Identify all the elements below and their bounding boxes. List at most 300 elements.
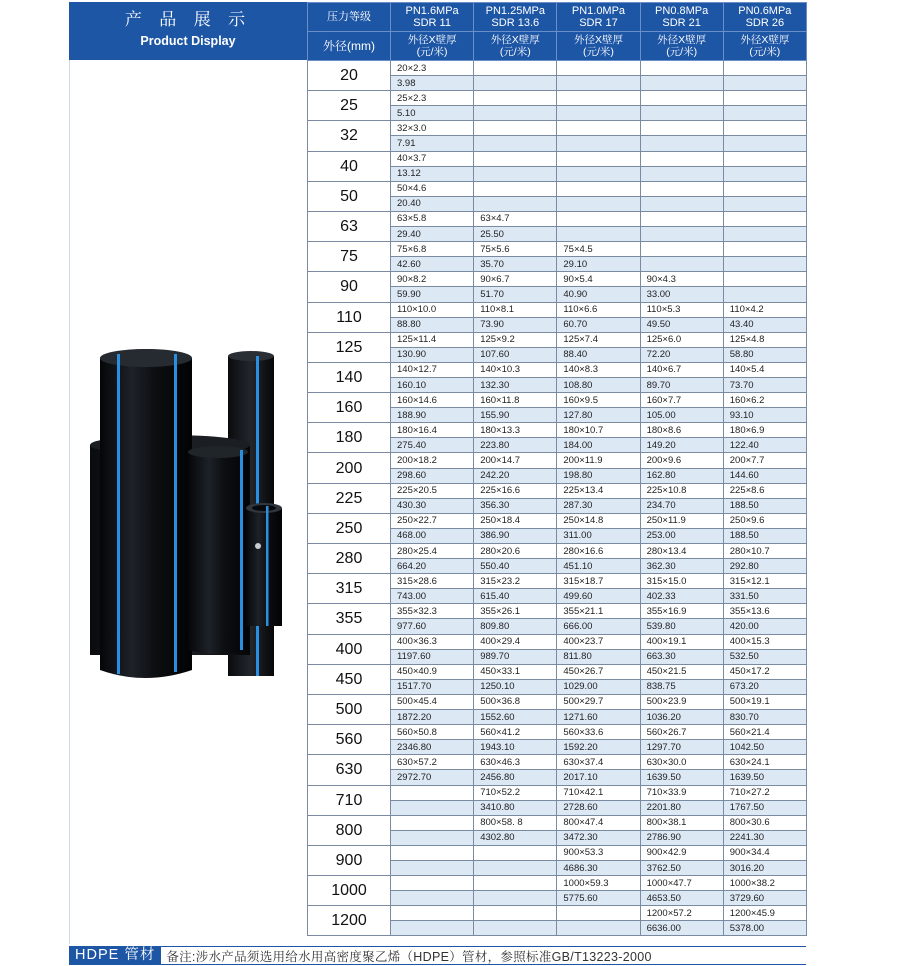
- price-cell: 88.40: [557, 347, 640, 362]
- price-cell: 2456.80: [474, 770, 557, 785]
- pipe-small: [246, 503, 282, 626]
- price-cell: 88.80: [391, 317, 474, 332]
- spec-cell: 180×16.4: [391, 423, 474, 438]
- spec-row: [308, 393, 807, 408]
- price-cell: [474, 106, 557, 121]
- price-cell: 356.30: [474, 498, 557, 513]
- spec-cell: 560×33.6: [557, 725, 640, 740]
- price-cell: 1552.60: [474, 710, 557, 725]
- price-cell: 292.80: [723, 559, 806, 574]
- spec-cell: 1000×59.3: [557, 876, 640, 891]
- price-cell: 223.80: [474, 438, 557, 453]
- spec-cell: [474, 845, 557, 860]
- price-cell: 275.40: [391, 438, 474, 453]
- price-cell: 5.10: [391, 106, 474, 121]
- spec-cell: 110×6.6: [557, 302, 640, 317]
- outer-diameter-cell: 400: [308, 634, 391, 664]
- price-cell: 499.60: [557, 589, 640, 604]
- spec-cell: 400×29.4: [474, 634, 557, 649]
- footer-note: 备注:涉水产品须选用给水用高密度聚乙烯（HDPE）管材，参照标准GB/T13223-2000: [166, 949, 652, 964]
- price-cell: [640, 227, 723, 242]
- price-cell: 1297.70: [640, 740, 723, 755]
- spec-cell: [474, 181, 557, 196]
- price-cell: [391, 800, 474, 815]
- price-cell: [474, 166, 557, 181]
- price-cell: 42.60: [391, 257, 474, 272]
- spec-cell: 225×20.5: [391, 483, 474, 498]
- spec-cell: [640, 61, 723, 76]
- spec-cell: 250×18.4: [474, 513, 557, 528]
- spec-cell: 225×16.6: [474, 483, 557, 498]
- price-cell: 1036.20: [640, 710, 723, 725]
- price-cell: 29.10: [557, 257, 640, 272]
- spec-cell: 1200×45.9: [723, 906, 806, 921]
- spec-cell: 1000×38.2: [723, 876, 806, 891]
- price-cell: 1639.50: [723, 770, 806, 785]
- outer-diameter-cell: 110: [308, 302, 391, 332]
- spec-cell: 180×8.6: [640, 423, 723, 438]
- pipe-spec-table: [307, 2, 807, 936]
- spec-cell: 280×10.7: [723, 544, 806, 559]
- price-cell: 242.20: [474, 468, 557, 483]
- price-cell: 130.90: [391, 347, 474, 362]
- price-cell: 160.10: [391, 377, 474, 392]
- price-cell: 89.70: [640, 377, 723, 392]
- spec-cell: [474, 61, 557, 76]
- diameter-label: 外径(mm): [308, 32, 391, 61]
- spec-cell: 90×8.2: [391, 272, 474, 287]
- spec-cell: 110×4.2: [723, 302, 806, 317]
- spec-cell: [723, 181, 806, 196]
- price-cell: 127.80: [557, 408, 640, 423]
- spec-cell: 180×13.3: [474, 423, 557, 438]
- spec-cell: 500×29.7: [557, 694, 640, 709]
- price-cell: 7.91: [391, 136, 474, 151]
- price-cell: [557, 106, 640, 121]
- price-cell: 2972.70: [391, 770, 474, 785]
- spec-cell: 900×53.3: [557, 845, 640, 860]
- spec-cell: [474, 906, 557, 921]
- spec-cell: 280×16.6: [557, 544, 640, 559]
- spec-row: [308, 755, 807, 770]
- hdpe-tag: HDPE 管材: [69, 946, 161, 965]
- price-cell: [474, 860, 557, 875]
- price-cell: [640, 76, 723, 91]
- price-cell: 4302.80: [474, 830, 557, 845]
- price-cell: [640, 106, 723, 121]
- spec-cell: [474, 876, 557, 891]
- price-cell: [723, 287, 806, 302]
- price-cell: [723, 166, 806, 181]
- spec-cell: [723, 242, 806, 257]
- spec-cell: 400×36.3: [391, 634, 474, 649]
- spec-cell: 160×6.2: [723, 393, 806, 408]
- price-cell: [557, 196, 640, 211]
- outer-diameter-cell: 25: [308, 91, 391, 121]
- price-cell: 830.70: [723, 710, 806, 725]
- outer-diameter-cell: 180: [308, 423, 391, 453]
- spec-cell: [557, 151, 640, 166]
- spec-cell: 90×5.4: [557, 272, 640, 287]
- subheader-cell: 外径X壁厚 (元/米): [391, 32, 474, 61]
- spec-cell: 1200×57.2: [640, 906, 723, 921]
- spec-row: [308, 513, 807, 528]
- spec-cell: 500×23.9: [640, 694, 723, 709]
- outer-diameter-cell: 90: [308, 272, 391, 302]
- price-cell: 2786.90: [640, 830, 723, 845]
- spec-cell: 110×10.0: [391, 302, 474, 317]
- pressure-col: PN0.6MPa SDR 26: [723, 3, 806, 32]
- subheader-cell: 外径X壁厚 (元/米): [640, 32, 723, 61]
- price-cell: 162.80: [640, 468, 723, 483]
- spec-cell: [723, 91, 806, 106]
- price-cell: [474, 136, 557, 151]
- spec-cell: 75×6.8: [391, 242, 474, 257]
- spec-cell: 400×19.1: [640, 634, 723, 649]
- spec-cell: [474, 151, 557, 166]
- spec-cell: 450×17.2: [723, 664, 806, 679]
- spec-cell: 355×13.6: [723, 604, 806, 619]
- price-cell: 6636.00: [640, 921, 723, 936]
- outer-diameter-cell: 315: [308, 574, 391, 604]
- header-title-en: Product Display: [140, 34, 236, 48]
- spec-cell: 63×4.7: [474, 211, 557, 226]
- spec-cell: 20×2.3: [391, 61, 474, 76]
- spec-cell: 110×8.1: [474, 302, 557, 317]
- spec-cell: 800×38.1: [640, 815, 723, 830]
- price-cell: [640, 166, 723, 181]
- price-cell: 4653.50: [640, 891, 723, 906]
- price-cell: 122.40: [723, 438, 806, 453]
- price-cell: 29.40: [391, 227, 474, 242]
- price-cell: [640, 257, 723, 272]
- outer-diameter-cell: 450: [308, 664, 391, 694]
- price-cell: 4686.30: [557, 860, 640, 875]
- price-cell: [557, 166, 640, 181]
- outer-diameter-cell: 355: [308, 604, 391, 634]
- spec-cell: 355×26.1: [474, 604, 557, 619]
- price-cell: 188.50: [723, 528, 806, 543]
- spec-cell: 900×34.4: [723, 845, 806, 860]
- outer-diameter-cell: 50: [308, 181, 391, 211]
- spec-cell: [557, 61, 640, 76]
- spec-cell: 250×11.9: [640, 513, 723, 528]
- spec-cell: 200×11.9: [557, 453, 640, 468]
- spec-cell: 225×13.4: [557, 483, 640, 498]
- price-cell: [474, 891, 557, 906]
- spec-cell: 225×8.6: [723, 483, 806, 498]
- spec-cell: 125×4.8: [723, 332, 806, 347]
- price-cell: 188.90: [391, 408, 474, 423]
- pressure-label: 压力等级: [308, 3, 391, 32]
- spec-cell: 315×28.6: [391, 574, 474, 589]
- spec-cell: 630×46.3: [474, 755, 557, 770]
- price-cell: [557, 227, 640, 242]
- spec-cell: [723, 61, 806, 76]
- price-cell: 664.20: [391, 559, 474, 574]
- price-cell: 234.70: [640, 498, 723, 513]
- price-cell: [474, 196, 557, 211]
- price-cell: 72.20: [640, 347, 723, 362]
- spec-row: [308, 61, 807, 76]
- price-cell: 20.40: [391, 196, 474, 211]
- spec-cell: 140×12.7: [391, 362, 474, 377]
- pipe-front-large: [100, 349, 192, 678]
- price-cell: 386.90: [474, 528, 557, 543]
- spec-cell: 560×21.4: [723, 725, 806, 740]
- spec-cell: 400×15.3: [723, 634, 806, 649]
- spec-cell: [640, 242, 723, 257]
- header-title-cn: 产 品 展 示: [124, 10, 252, 30]
- spec-row: [308, 694, 807, 709]
- price-cell: 198.80: [557, 468, 640, 483]
- spec-row: [308, 332, 807, 347]
- spec-cell: [640, 181, 723, 196]
- price-cell: [723, 257, 806, 272]
- price-cell: 3729.60: [723, 891, 806, 906]
- price-cell: 155.90: [474, 408, 557, 423]
- price-cell: 539.80: [640, 619, 723, 634]
- spec-cell: [391, 815, 474, 830]
- pressure-col: PN0.8MPa SDR 21: [640, 3, 723, 32]
- price-cell: [391, 860, 474, 875]
- spec-cell: 140×6.7: [640, 362, 723, 377]
- pipe-front-right: [188, 446, 248, 654]
- price-cell: 58.80: [723, 347, 806, 362]
- price-cell: 1250.10: [474, 679, 557, 694]
- spec-cell: 630×57.2: [391, 755, 474, 770]
- price-cell: [557, 921, 640, 936]
- price-cell: 989.70: [474, 649, 557, 664]
- spec-cell: 800×30.6: [723, 815, 806, 830]
- spec-cell: 500×19.1: [723, 694, 806, 709]
- price-cell: [557, 76, 640, 91]
- spec-cell: [557, 121, 640, 136]
- spec-cell: 160×7.7: [640, 393, 723, 408]
- price-cell: 743.00: [391, 589, 474, 604]
- spec-cell: 630×37.4: [557, 755, 640, 770]
- spec-row: [308, 876, 807, 891]
- outer-diameter-cell: 200: [308, 453, 391, 483]
- spec-cell: 630×24.1: [723, 755, 806, 770]
- price-cell: [474, 76, 557, 91]
- spec-cell: 90×6.7: [474, 272, 557, 287]
- price-cell: 13.12: [391, 166, 474, 181]
- price-cell: 188.50: [723, 498, 806, 513]
- price-cell: 3762.50: [640, 860, 723, 875]
- spec-row: [308, 242, 807, 257]
- outer-diameter-cell: 1200: [308, 906, 391, 936]
- price-cell: 287.30: [557, 498, 640, 513]
- price-cell: 1197.60: [391, 649, 474, 664]
- spec-row: [308, 544, 807, 559]
- price-cell: 1639.50: [640, 770, 723, 785]
- price-cell: 49.50: [640, 317, 723, 332]
- spec-row: [308, 362, 807, 377]
- price-cell: [474, 921, 557, 936]
- spec-row: [308, 272, 807, 287]
- price-cell: 43.40: [723, 317, 806, 332]
- price-cell: 2728.60: [557, 800, 640, 815]
- price-cell: [391, 921, 474, 936]
- outer-diameter-cell: 40: [308, 151, 391, 181]
- outer-diameter-cell: 75: [308, 242, 391, 272]
- spec-row: [308, 906, 807, 921]
- footer-note-bar: [69, 946, 806, 965]
- spec-cell: 125×9.2: [474, 332, 557, 347]
- spec-cell: 160×11.8: [474, 393, 557, 408]
- spec-row: [308, 181, 807, 196]
- spec-cell: 125×6.0: [640, 332, 723, 347]
- price-cell: [723, 196, 806, 211]
- price-cell: 663.30: [640, 649, 723, 664]
- spec-table-body: [308, 61, 807, 936]
- spec-cell: 50×4.6: [391, 181, 474, 196]
- price-cell: 1029.00: [557, 679, 640, 694]
- price-cell: 1042.50: [723, 740, 806, 755]
- outer-diameter-cell: 32: [308, 121, 391, 151]
- price-cell: 105.00: [640, 408, 723, 423]
- spec-cell: 140×8.3: [557, 362, 640, 377]
- pressure-col: PN1.6MPa SDR 11: [391, 3, 474, 32]
- outer-diameter-cell: 250: [308, 513, 391, 543]
- price-cell: [557, 136, 640, 151]
- spec-cell: 25×2.3: [391, 91, 474, 106]
- spec-cell: 125×11.4: [391, 332, 474, 347]
- price-cell: 5775.60: [557, 891, 640, 906]
- price-cell: 73.90: [474, 317, 557, 332]
- spec-cell: 180×10.7: [557, 423, 640, 438]
- price-cell: [723, 136, 806, 151]
- price-cell: 253.00: [640, 528, 723, 543]
- product-image-panel: [69, 60, 307, 944]
- outer-diameter-cell: 140: [308, 362, 391, 392]
- spec-cell: 400×23.7: [557, 634, 640, 649]
- spec-row: [308, 151, 807, 166]
- spec-cell: 40×3.7: [391, 151, 474, 166]
- spec-cell: 90×4.3: [640, 272, 723, 287]
- price-cell: 838.75: [640, 679, 723, 694]
- outer-diameter-cell: 125: [308, 332, 391, 362]
- spec-cell: 560×50.8: [391, 725, 474, 740]
- price-cell: 615.40: [474, 589, 557, 604]
- price-cell: [723, 106, 806, 121]
- price-cell: 5378.00: [723, 921, 806, 936]
- outer-diameter-cell: 630: [308, 755, 391, 785]
- hdpe-pipes-image: [70, 60, 308, 944]
- spec-cell: 160×14.6: [391, 393, 474, 408]
- spec-cell: [640, 121, 723, 136]
- price-cell: [723, 76, 806, 91]
- spec-row: [308, 664, 807, 679]
- price-cell: 311.00: [557, 528, 640, 543]
- spec-row: [308, 211, 807, 226]
- spec-cell: 75×5.6: [474, 242, 557, 257]
- spec-row: [308, 121, 807, 136]
- price-cell: [640, 136, 723, 151]
- price-cell: 59.90: [391, 287, 474, 302]
- outer-diameter-cell: 280: [308, 544, 391, 574]
- price-cell: 184.00: [557, 438, 640, 453]
- spec-cell: 110×5.3: [640, 302, 723, 317]
- price-cell: 107.60: [474, 347, 557, 362]
- spec-cell: 710×42.1: [557, 785, 640, 800]
- spec-cell: 32×3.0: [391, 121, 474, 136]
- spec-cell: 200×18.2: [391, 453, 474, 468]
- price-cell: 673.20: [723, 679, 806, 694]
- price-cell: 3016.20: [723, 860, 806, 875]
- spec-cell: 560×26.7: [640, 725, 723, 740]
- spec-cell: 450×26.7: [557, 664, 640, 679]
- spec-row: [308, 815, 807, 830]
- spec-cell: [557, 181, 640, 196]
- price-cell: 666.00: [557, 619, 640, 634]
- spec-cell: [723, 211, 806, 226]
- spec-cell: [640, 91, 723, 106]
- spec-cell: 140×10.3: [474, 362, 557, 377]
- spec-cell: 450×40.9: [391, 664, 474, 679]
- price-cell: 73.70: [723, 377, 806, 392]
- spec-cell: 315×18.7: [557, 574, 640, 589]
- outer-diameter-cell: 1000: [308, 876, 391, 906]
- outer-diameter-cell: 710: [308, 785, 391, 815]
- spec-cell: 500×36.8: [474, 694, 557, 709]
- spec-cell: [723, 272, 806, 287]
- price-cell: 1517.70: [391, 679, 474, 694]
- spec-cell: [723, 151, 806, 166]
- price-cell: 35.70: [474, 257, 557, 272]
- price-cell: 550.40: [474, 559, 557, 574]
- spec-cell: [557, 211, 640, 226]
- spec-row: [308, 91, 807, 106]
- spec-cell: 160×9.5: [557, 393, 640, 408]
- price-cell: 60.70: [557, 317, 640, 332]
- outer-diameter-cell: 500: [308, 694, 391, 724]
- price-cell: [640, 196, 723, 211]
- spec-cell: 900×42.9: [640, 845, 723, 860]
- spec-cell: 250×22.7: [391, 513, 474, 528]
- spec-cell: 180×6.9: [723, 423, 806, 438]
- spec-cell: 63×5.8: [391, 211, 474, 226]
- price-cell: 2346.80: [391, 740, 474, 755]
- spec-cell: [391, 785, 474, 800]
- price-cell: 1271.60: [557, 710, 640, 725]
- price-cell: 331.50: [723, 589, 806, 604]
- price-cell: 1872.20: [391, 710, 474, 725]
- spec-cell: 280×20.6: [474, 544, 557, 559]
- spec-cell: [557, 906, 640, 921]
- pressure-col: PN1.0MPa SDR 17: [557, 3, 640, 32]
- spec-cell: 140×5.4: [723, 362, 806, 377]
- price-cell: 1592.20: [557, 740, 640, 755]
- spec-cell: 250×9.6: [723, 513, 806, 528]
- outer-diameter-cell: 63: [308, 211, 391, 241]
- spec-cell: 225×10.8: [640, 483, 723, 498]
- price-cell: 93.10: [723, 408, 806, 423]
- price-cell: 149.20: [640, 438, 723, 453]
- price-cell: 298.60: [391, 468, 474, 483]
- spec-row: [308, 302, 807, 317]
- price-cell: 25.50: [474, 227, 557, 242]
- spec-cell: 710×27.2: [723, 785, 806, 800]
- price-cell: 809.80: [474, 619, 557, 634]
- spec-cell: [557, 91, 640, 106]
- price-cell: 2241.30: [723, 830, 806, 845]
- spec-cell: 75×4.5: [557, 242, 640, 257]
- spec-cell: 315×12.1: [723, 574, 806, 589]
- price-cell: 40.90: [557, 287, 640, 302]
- spec-cell: 710×33.9: [640, 785, 723, 800]
